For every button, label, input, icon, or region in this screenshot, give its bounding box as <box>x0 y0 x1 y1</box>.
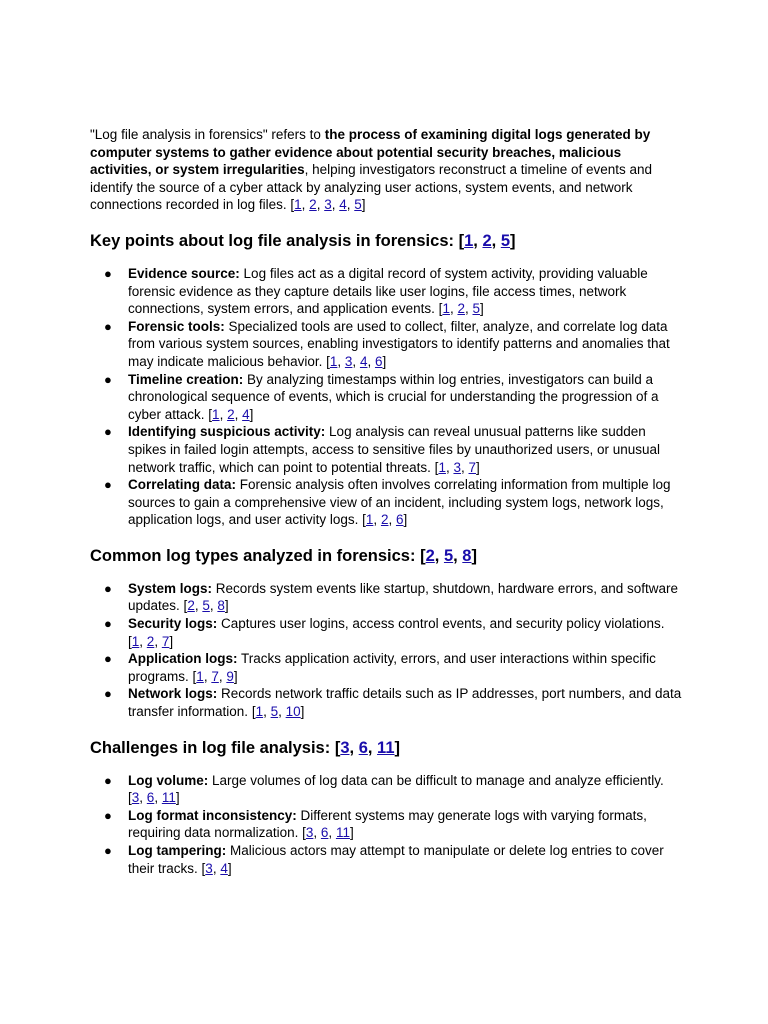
citation-list: 3, 4 <box>205 860 228 876</box>
item-term: Identifying suspicious activity: <box>128 424 326 440</box>
citation-link[interactable]: 5 <box>354 197 362 213</box>
citation-link[interactable]: 1 <box>464 231 474 250</box>
item-term: Forensic tools: <box>128 318 225 334</box>
citation-list: 1, 2, 6 <box>365 512 404 528</box>
item-text: Forensic analysis often involves correlating information from multiple log sources to gain a comprehensive view of an incident, including system logs, network logs, application logs, and user activity logs. <box>128 477 671 528</box>
list-item: ● Timeline creation: By analyzing timestamps within log entries, investigators can build a chronological sequence of events, which is crucial for understanding the progression of a cyber attack. [1, 2, 4] <box>104 371 659 422</box>
sections-container <box>90 231 682 877</box>
citation-link[interactable]: 10 <box>285 704 301 720</box>
citation-link[interactable]: 2 <box>187 598 195 614</box>
bullet-icon: ● <box>104 651 112 667</box>
citation-list: 1, 7, 9 <box>196 668 234 684</box>
citation-link[interactable]: 5 <box>472 301 481 317</box>
section-heading: Key points about log file analysis in forensics: [1, 2, 5] <box>90 231 516 250</box>
citation-link[interactable]: 2 <box>380 512 389 528</box>
item-text: Different systems may generate logs with varying formats, requiring data normalization. <box>128 807 647 841</box>
bullet-icon: ● <box>104 265 112 281</box>
citation-link[interactable]: 3 <box>340 738 350 757</box>
citation-list: 3, 6, 11 <box>340 738 395 757</box>
citation-list: 1, 2, 5 <box>442 301 481 317</box>
item-text: Malicious actors may attempt to manipulate or delete log entries to cover their tracks. <box>128 843 664 876</box>
citation-link[interactable]: 1 <box>442 301 450 317</box>
list-item: ● Evidence source: Log files act as a digital record of system activity, providing valuable forensic evidence as they capture details like user logins, file access times, network connections, system errors, and application events. [1, 2, 5] <box>104 265 648 317</box>
bullet-list <box>90 265 682 529</box>
citation-link[interactable]: 4 <box>242 406 250 422</box>
intro-suffix: , helping investigators reconstruct a timeline of events and identify the source of a cyber attack by analyzing user actions, system events, and network connections recorded in log files. <box>90 162 653 213</box>
list-item: ● Network logs: Records network traffic details such as IP addresses, port numbers, and data transfer information. [1, 5, 10] <box>104 686 682 720</box>
list-item: ● System logs: Records system events like startup, shutdown, hardware errors, and software updates. [2, 5, 8] <box>104 580 678 614</box>
item-text: Specialized tools are used to collect, filter, analyze, and correlate log data from various system sources, enabling investigators to identify patterns and anomalies that may indicate malicious behavior. <box>128 318 670 369</box>
item-text: Large volumes of log data can be difficult to manage and analyze efficiently. <box>208 772 664 788</box>
item-text: Captures user logins, access control events, and security policy violations. <box>217 616 665 632</box>
citation-list: 1, 3, 7 <box>438 459 477 475</box>
citation-link[interactable]: 7 <box>468 459 477 475</box>
section-heading-text: Key points about log file analysis in forensics: <box>90 231 454 250</box>
item-term: Application logs: <box>128 651 238 667</box>
item-term: Security logs: <box>128 616 218 632</box>
item-term: Evidence source: <box>128 265 240 281</box>
citation-link[interactable]: 11 <box>335 825 350 841</box>
citation-link[interactable]: 1 <box>255 704 264 720</box>
list-item: ● Log format inconsistency: Different systems may generate logs with varying formats, requiring data normalization. [3, 6, 11] <box>104 807 647 841</box>
citation-link[interactable]: 6 <box>146 790 155 806</box>
item-term: Log tampering: <box>128 843 227 858</box>
citation-link[interactable]: 3 <box>344 353 353 369</box>
citation-link[interactable]: 3 <box>453 459 461 475</box>
bullet-list <box>90 772 682 878</box>
bullet-icon: ● <box>104 807 112 823</box>
citation-link[interactable]: 2 <box>309 197 317 213</box>
citation-link[interactable]: 11 <box>377 738 395 757</box>
document-body <box>90 126 682 877</box>
citation-link[interactable]: 5 <box>270 704 279 720</box>
citation-link[interactable]: 2 <box>227 406 235 422</box>
section-heading: Challenges in log file analysis: [3, 6, 11] <box>90 738 400 757</box>
intro-paragraph: "Log file analysis in forensics" refers to the process of examining digital logs generated by computer systems to gather evidence about potential security breaches, malicious activities, or system irregularities, helping investigators reconstruct a timeline of events and identify the source of a cyber attack by analyzing user actions, system events, and network connections recorded in log files. [1, 2, 3, 4, 5] <box>90 127 653 213</box>
citation-list: 2, 5, 8 <box>425 546 472 565</box>
bullet-icon: ● <box>104 843 112 858</box>
citation-link[interactable]: 2 <box>457 301 465 317</box>
citation-link[interactable]: 8 <box>217 598 225 614</box>
item-text: By analyzing timestamps within log entries, investigators can build a chronological sequence of events, which is crucial for understanding the progression of a cyber attack. <box>128 371 659 422</box>
citation-list: 1, 2, 5 <box>464 231 510 250</box>
citation-link[interactable]: 1 <box>196 668 204 684</box>
bullet-icon: ● <box>104 477 112 493</box>
section-heading: Common log types analyzed in forensics: [2, 5, 8] <box>90 546 477 565</box>
bullet-icon: ● <box>104 772 112 788</box>
item-text: Log files act as a digital record of system activity, providing valuable forensic evidence as they capture details like user logins, file access times, network connections, system errors, and application events. <box>128 265 648 317</box>
citation-link[interactable]: 3 <box>324 197 332 213</box>
citation-link[interactable]: 6 <box>374 353 383 369</box>
item-term: Network logs: <box>128 686 218 702</box>
citation-list: 3, 6, 11 <box>305 825 350 841</box>
list-item: ● Application logs: Tracks application activity, errors, and user interactions within specific programs. [1, 7, 9] <box>104 651 656 684</box>
citation-link[interactable]: 11 <box>161 790 176 806</box>
citation-list: 1, 5, 10 <box>255 704 301 720</box>
citation-link[interactable]: 6 <box>358 738 368 757</box>
citation-link[interactable]: 2 <box>482 231 492 250</box>
citation-list: 1, 3, 4, 6 <box>329 353 383 369</box>
bullet-icon: ● <box>104 371 112 387</box>
list-item: ● Log volume: Large volumes of log data can be difficult to manage and analyze efficiently. [3, 6, 11] <box>104 772 664 806</box>
citation-list: 1, 2, 7 <box>131 633 170 649</box>
intro-prefix: "Log file analysis in forensics" refers to <box>90 127 325 142</box>
citation-link[interactable]: 1 <box>329 353 338 369</box>
item-term: Correlating data: <box>128 477 237 493</box>
item-term: Timeline creation: <box>128 371 244 387</box>
citation-link[interactable]: 1 <box>131 633 140 649</box>
citation-link[interactable]: 3 <box>305 825 314 841</box>
list-item: ● Security logs: Captures user logins, access control events, and security policy violations. [1, 2, 7] <box>104 616 665 649</box>
citation-link[interactable]: 9 <box>226 668 234 684</box>
citation-link[interactable]: 6 <box>320 825 329 841</box>
list-item: ● Identifying suspicious activity: Log analysis can reveal unusual patterns like sudden spikes in failed login attempts, access to sensitive files by unauthorized users, or unusual network traffic, which can point to potential threats. [1, 3, 7] <box>104 424 661 475</box>
citation-link[interactable]: 1 <box>365 512 374 528</box>
item-term: Log format inconsistency: <box>128 807 297 823</box>
bullet-icon: ● <box>104 424 112 440</box>
list-item: ● Log tampering: Malicious actors may attempt to manipulate or delete log entries to cover their tracks. [3, 4] <box>104 843 664 876</box>
citation-link[interactable]: 1 <box>438 459 446 475</box>
citation-link[interactable]: 3 <box>205 860 213 876</box>
bullet-icon: ● <box>104 686 112 702</box>
citation-link[interactable]: 3 <box>131 790 140 806</box>
citation-link[interactable]: 2 <box>425 546 435 565</box>
citation-link[interactable]: 5 <box>202 598 210 614</box>
intro-bold: the process of examining digital logs generated by computer systems to gather evidence about potential security breaches, malicious activities, or system irregularities <box>90 127 651 178</box>
section-heading-text: Common log types analyzed in forensics: <box>90 546 416 565</box>
item-term: Log volume: <box>128 772 209 788</box>
citation-link[interactable]: 6 <box>395 512 404 528</box>
citation-link[interactable]: 7 <box>211 668 219 684</box>
citation-link[interactable]: 1 <box>212 406 220 422</box>
citation-list: 1, 2, 3, 4, 5 <box>294 197 362 213</box>
citation-link[interactable]: 8 <box>462 546 472 565</box>
citation-link[interactable]: 4 <box>339 197 347 213</box>
citation-link[interactable]: 5 <box>500 231 510 250</box>
citation-link[interactable]: 5 <box>443 546 454 565</box>
bullet-list <box>90 580 682 721</box>
list-item: ● Correlating data: Forensic analysis often involves correlating information from multiple log sources to gain a comprehensive view of an incident, including system logs, network logs, application logs, and user activity logs. [1, 2, 6] <box>104 477 671 528</box>
citation-link[interactable]: 2 <box>146 633 155 649</box>
citation-list: 2, 5, 8 <box>187 598 225 614</box>
item-text: Records network traffic details such as IP addresses, port numbers, and data transfer information. <box>128 686 682 720</box>
item-text: Records system events like startup, shutdown, hardware errors, and software updates. <box>128 580 678 614</box>
citation-link[interactable]: 4 <box>359 353 368 369</box>
bullet-icon: ● <box>104 616 112 632</box>
list-item: ● Forensic tools: Specialized tools are used to collect, filter, analyze, and correlate log data from various system sources, enabling investigators to identify patterns and anomalies that may indicate malicious behavior. [1, 3, 4, 6] <box>104 318 670 369</box>
section-heading-text: Challenges in log file analysis: <box>90 738 331 757</box>
item-term: System logs: <box>128 580 213 596</box>
item-text: Log analysis can reveal unusual patterns like sudden spikes in failed login attempts, access to sensitive files by unauthorized users, or unusual network traffic, which can point to potential threats. <box>128 424 661 475</box>
bullet-icon: ● <box>104 580 112 596</box>
citation-list: 3, 6, 11 <box>131 790 176 806</box>
citation-link[interactable]: 7 <box>161 633 170 649</box>
item-text: Tracks application activity, errors, and user interactions within specific programs. <box>128 651 656 684</box>
citation-list: 1, 2, 4 <box>212 406 250 422</box>
bullet-icon: ● <box>104 318 112 334</box>
citation-link[interactable]: 4 <box>220 860 228 876</box>
citation-link[interactable]: 1 <box>294 197 302 213</box>
